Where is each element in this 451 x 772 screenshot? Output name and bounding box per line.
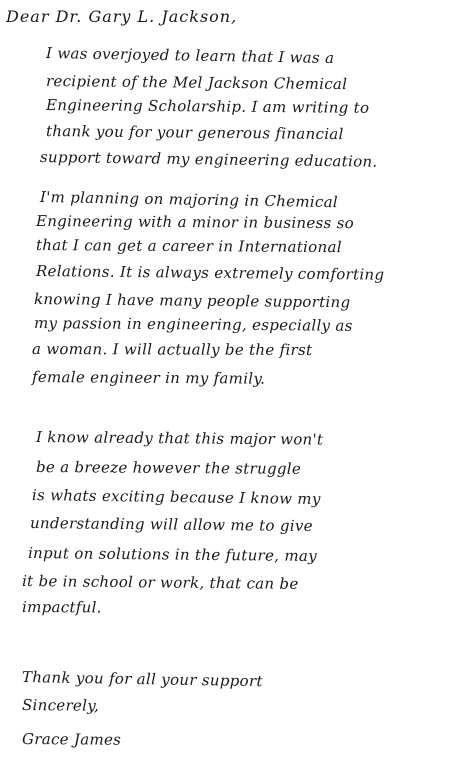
paragraph-2-line-5: knowing I have many people supporting xyxy=(33,290,351,312)
paragraph-2-line-3: that I can get a career in International xyxy=(35,236,342,257)
paragraph-3-line-1: I know already that this major won't xyxy=(35,428,324,449)
paragraph-1-line-4: thank you for your generous financial xyxy=(45,122,344,144)
paragraph-3-line-6: it be in school or work, that can be xyxy=(21,572,299,593)
greeting: Dear Dr. Gary L. Jackson, xyxy=(6,7,238,26)
paragraph-3-line-5: input on solutions in the future, may xyxy=(27,544,318,566)
paragraph-1-line-5: support toward my engineering education. xyxy=(39,148,378,171)
paragraph-1-line-3: Engineering Scholarship. I am writing to xyxy=(45,96,370,117)
paragraph-3-line-3: is whats exciting because I know my xyxy=(31,486,321,509)
paragraph-2-line-4: Relations. It is always extremely comforting xyxy=(35,262,385,284)
paragraph-1-line-2: recipient of the Mel Jackson Chemical xyxy=(45,72,348,94)
paragraph-1-line-1: I was overjoyed to learn that I was a xyxy=(45,44,335,68)
closing-sincerely: Sincerely, xyxy=(21,696,100,715)
paragraph-3-line-4: understanding will allow me to give xyxy=(29,514,313,535)
closing-thanks: Thank you for all your support xyxy=(21,668,263,691)
paragraph-2-line-7: a woman. I will actually be the first xyxy=(31,340,313,359)
signature: Grace James xyxy=(21,730,122,749)
paragraph-2-line-2: Engineering with a minor in business so xyxy=(35,212,355,233)
paragraph-3-line-2: be a breeze however the struggle xyxy=(35,458,302,478)
paragraph-3-line-7: impactful. xyxy=(21,598,102,617)
paragraph-2-line-1: I'm planning on majoring in Chemical xyxy=(39,188,339,212)
paragraph-2-line-6: my passion in engineering, especially as xyxy=(33,314,353,335)
paragraph-2-line-8: female engineer in my family. xyxy=(31,368,266,388)
